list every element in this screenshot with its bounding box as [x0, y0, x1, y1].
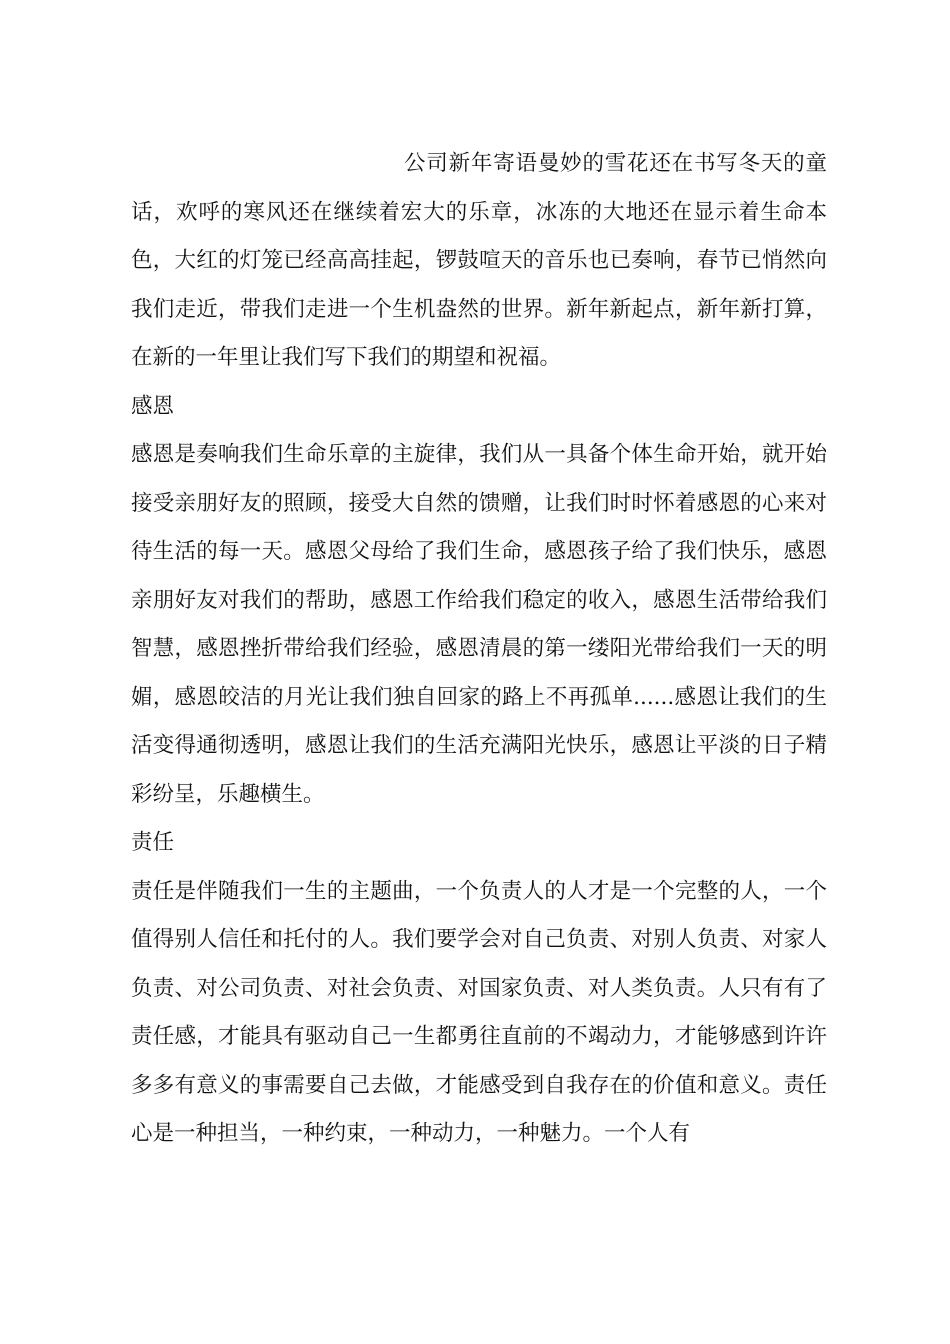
intro-paragraph: 公司新年寄语曼妙的雪花还在书写冬天的童话，欢呼的寒风还在继续着宏大的乐章，冰冻的大地还在显示着生命本色，大红的灯笼已经高高挂起，锣鼓喧天的音乐也已奏响，春节已悄然向我们走近，带我们走进一个生机盎然的世界。新年新起点，新年新打算，在新的一年里让我们写下我们的期望和祝福。	[131, 151, 827, 370]
section-body-responsibility: 责任是伴随我们一生的主题曲，一个负责人的人才是一个完整的人，一个值得别人信任和托付的人。我们要学会对自己负责、对别人负责、对家人负责、对公司负责、对社会负责、对国家负责、对人类负责。人只有有了责任感，才能具有驱动自己一生都勇往直前的不竭动力，才能够感到许许多多有意义的事需要自己去做，才能感受到自我存在的价值和意义。责任心是一种担当，一种约束，一种动力，一种魅力。一个人有	[131, 878, 827, 1146]
section-heading-gratitude: 感恩	[131, 393, 175, 419]
document-body	[131, 140, 827, 1159]
section-body-gratitude: 感恩是奏响我们生命乐章的主旋律，我们从一具备个体生命开始，就开始接受亲朋好友的照顾，接受大自然的馈赠，让我们时时怀着感恩的心来对待生活的每一天。感恩父母给了我们生命，感恩孩子给了我们快乐，感恩亲朋好友对我们的帮助，感恩工作给我们稳定的收入，感恩生活带给我们智慧，感恩挫折带给我们经验，感恩清晨的第一缕阳光带给我们一天的明媚，感恩皎洁的月光让我们独自回家的路上不再孤单......感恩让我们的生活变得通彻透明，感恩让我们的生活充满阳光快乐，感恩让平淡的日子精彩纷呈，乐趣横生。	[131, 442, 827, 807]
section-heading-responsibility: 责任	[131, 830, 175, 855]
